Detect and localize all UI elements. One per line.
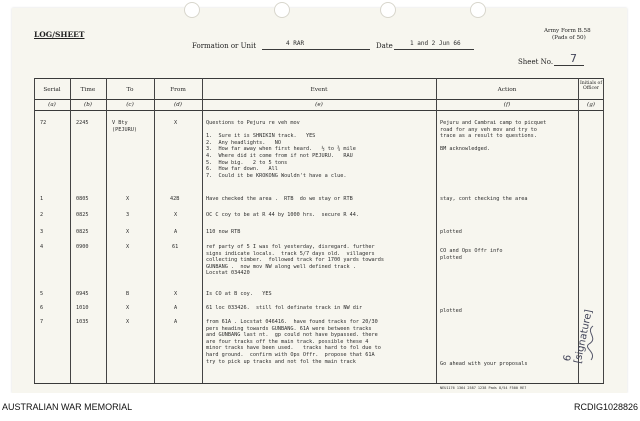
- row-action: plotted: [440, 229, 462, 235]
- col-sub-label: (c): [126, 102, 134, 108]
- row-event: Have checked the area . RTB do we stay or RTB: [206, 196, 353, 202]
- formation-label: Formation or Unit: [192, 42, 257, 50]
- print-code: NEU1176 1364 2587 1238 Pads 8/54 F500 RE7: [440, 386, 527, 390]
- col-sub-label: (a): [48, 102, 56, 108]
- date-label: Date: [376, 42, 393, 50]
- col-rule: [603, 78, 604, 383]
- archive-name: AUSTRALIAN WAR MEMORIAL: [2, 402, 133, 412]
- row-event: OC C coy to be at R 44 by 1000 hrs. secure R 44.: [206, 212, 360, 218]
- log-sheet-page: [12, 8, 627, 393]
- col-serial: Serial: [43, 87, 61, 93]
- col-from: From: [170, 87, 186, 93]
- col-to: To: [126, 87, 134, 93]
- punch-hole: [184, 2, 200, 18]
- table-bottom-border: [34, 383, 604, 384]
- row-time: 0805: [76, 196, 89, 202]
- col-time: Time: [80, 87, 96, 93]
- row-action: stay, cont checking the area: [440, 196, 528, 202]
- col-sub-label: (b): [84, 102, 92, 108]
- row-serial: 7: [40, 319, 44, 325]
- row-action: Go ahead with your proposals: [440, 360, 528, 367]
- punch-hole: [470, 2, 486, 18]
- subheader-divider: [34, 110, 604, 111]
- row-from: X: [174, 212, 178, 218]
- row-from: A: [174, 319, 178, 325]
- punch-hole: [274, 2, 290, 18]
- log-sheet-title: LOG/SHEET: [34, 30, 85, 39]
- col-rule: [154, 78, 155, 383]
- row-to: 3: [126, 212, 130, 218]
- row-event: Is CO at B coy. YES: [206, 291, 272, 297]
- date-underline: [394, 49, 474, 50]
- row-to: X: [126, 319, 130, 325]
- col-sub-label: (g): [587, 102, 595, 108]
- row-action: Pejuru and Cambrai camp to picquet road for any veh mov and try to trace as a result to questions. BM acknowledged.: [440, 120, 547, 153]
- officer-initials-signature: 6 [signature]: [561, 308, 595, 365]
- row-serial: 72: [40, 120, 47, 126]
- row-event: Questions to Pejuru re veh mov 1. Sure it is SHNIKIN track. YES 2. Any headlights. NO 3. How far away when first heard. ½ to ¾ mile 4. Where did it come from if not PEJURU. RAU 5. How big. 2 to 5 tons 6. How far down. All 7. Could it be KROKONG Wouldn't have a clue.: [206, 120, 356, 179]
- header-divider: [34, 99, 604, 100]
- row-from: 42B: [170, 196, 180, 202]
- col-rule: [202, 78, 203, 383]
- row-event: from 61A . Locstat 046416. have found tracks for 20/30 pers heading towards GUNBANG. 61A were between tracks and GUNBANG last nt. gp could not have bypassed. there are four tracks off the main track. possible these 4 minor tracks have been used. tracks hard to fol due to hard ground. confirm with Ops Offr. propose that 61A try to pick up tracks and not fol the main track: [206, 319, 381, 365]
- row-from: 61: [172, 244, 179, 250]
- row-serial: 6: [40, 305, 44, 311]
- formation-underline: [262, 49, 370, 50]
- row-time: 0945: [76, 291, 89, 297]
- row-to: B: [126, 291, 130, 297]
- formation-value: 4 RAR: [286, 40, 305, 47]
- sheet-value: 7: [570, 52, 577, 65]
- col-sub-label: (d): [174, 102, 182, 108]
- col-sub-label: (f): [503, 102, 511, 108]
- table-top-border: [34, 78, 604, 79]
- record-id: RCDIG1028826: [573, 402, 638, 412]
- row-from: A: [174, 229, 178, 235]
- sheet-label: Sheet No.: [518, 58, 554, 66]
- row-serial: 2: [40, 212, 44, 218]
- row-to: X: [126, 244, 130, 250]
- row-to: V Bty (PEJURU): [112, 120, 137, 133]
- row-action: plotted: [440, 308, 462, 314]
- row-time: 1010: [76, 305, 89, 311]
- row-serial: 4: [40, 244, 44, 250]
- row-serial: 1: [40, 196, 44, 202]
- row-to: X: [126, 305, 130, 311]
- army-form-label: Army Form B.58: [544, 28, 591, 34]
- row-from: X: [174, 120, 178, 126]
- punch-hole: [380, 2, 396, 18]
- row-from: A: [174, 305, 178, 311]
- row-time: 0825: [76, 229, 89, 235]
- col-rule: [436, 78, 437, 383]
- col-rule: [70, 78, 71, 383]
- col-initials: Initials of Officer: [579, 81, 603, 92]
- row-time: 2245: [76, 120, 89, 126]
- sheet-underline: [554, 65, 584, 66]
- col-rule: [34, 78, 35, 383]
- row-to: X: [126, 229, 130, 235]
- col-event: Event: [310, 87, 328, 93]
- row-event: ref party of 5 I was fol yesterday, disregard. further signs indicate locals. track 5/7 days old. villagers collecting timber. followed track for 1700 yards towards GUNBANG . now mov NW along well defined track . Locstat 034420: [206, 244, 385, 277]
- signature-scribble-icon: [581, 324, 603, 364]
- row-to: X: [126, 196, 130, 202]
- archive-footer: [0, 393, 640, 421]
- row-event: 110 now RTB: [206, 229, 241, 235]
- row-serial: 3: [40, 229, 44, 235]
- row-time: 0825: [76, 212, 89, 218]
- col-rule: [106, 78, 107, 383]
- col-sub-label: (e): [315, 102, 323, 108]
- row-from: X: [174, 291, 178, 297]
- row-event: 61 loc 033426. still fol definate track in NW dir: [206, 305, 363, 311]
- row-time: 1035: [76, 319, 89, 325]
- date-value: 1 and 2 Jun 66: [410, 40, 461, 47]
- row-action: CO and Ops Offr info plotted: [440, 248, 503, 261]
- col-action: Action: [497, 87, 517, 93]
- pads-label: (Pads of 50): [552, 35, 586, 41]
- row-time: 0900: [76, 244, 89, 250]
- row-serial: 5: [40, 291, 44, 297]
